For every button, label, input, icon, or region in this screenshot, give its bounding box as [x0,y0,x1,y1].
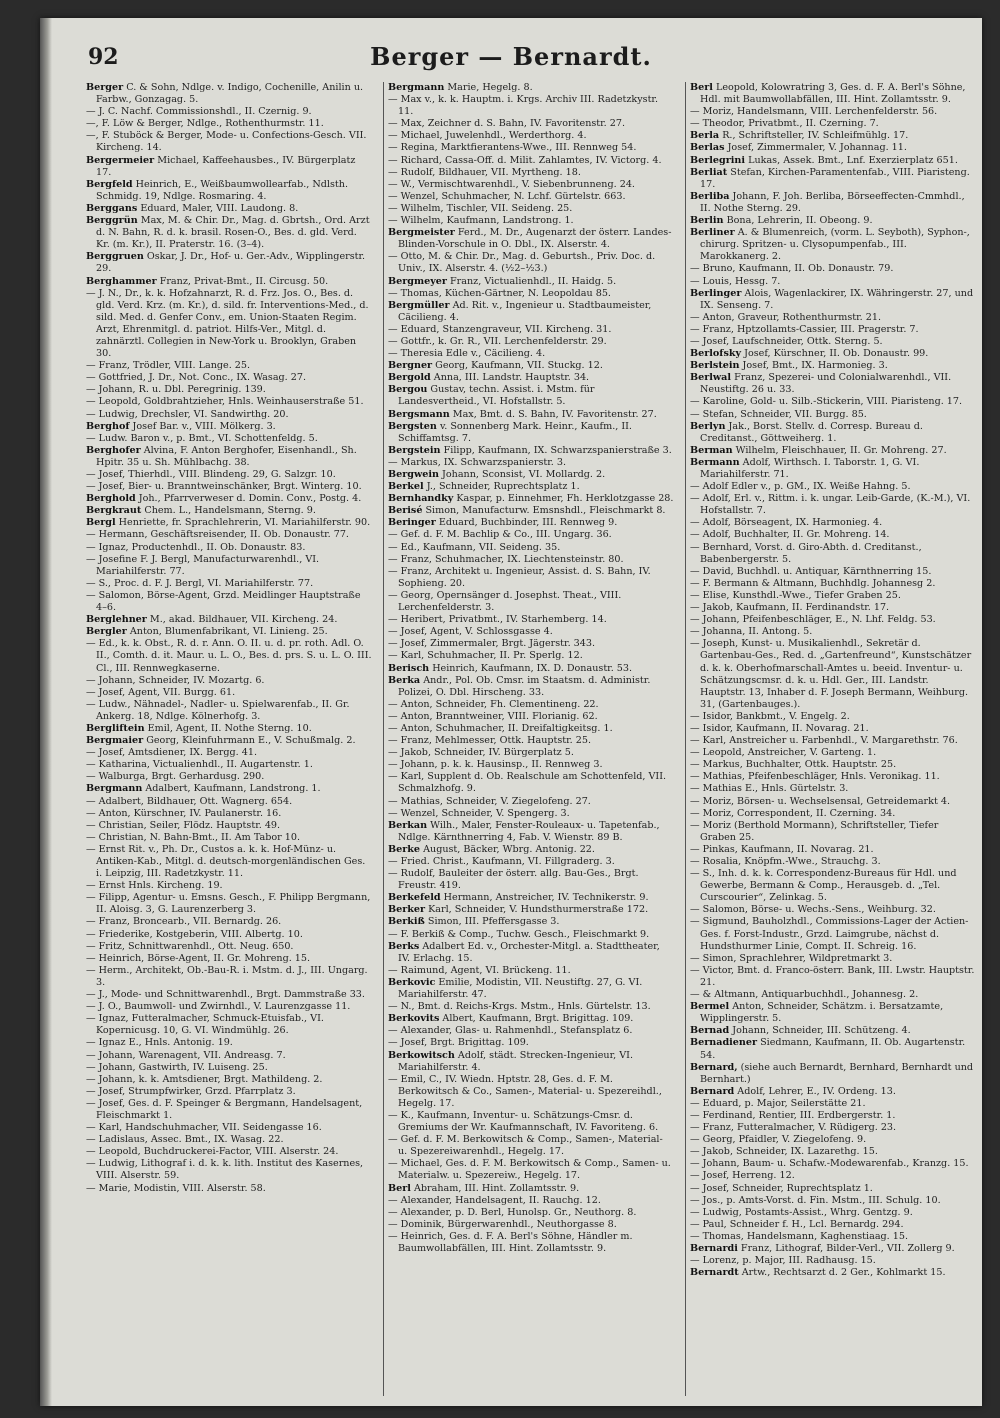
entry-surname: Berggrün [86,215,138,227]
entry-surname: Berkiß [388,916,425,928]
directory-entry: Berlinger Alois, Wagenlackirer, IX. Währingerstr. 27, und IX. Senseng. 7. [690,287,974,311]
directory-columns [86,82,975,1396]
directory-entry: Bergsten v. Sonnenberg Mark. Heinr., Kaufm., II. Schiffamtsg. 7. [388,420,632,444]
directory-entry: Berlas Josef, Zimmermaler, V. Johannag. 11. [690,142,907,154]
directory-entry: Berlin Bona, Lehrerin, II. Obeong. 9. [690,215,873,227]
directory-entry: — N., Bmt. d. Reichs-Krgs. Mstm., Hnls. Gürtelstr. 13. [388,1001,651,1013]
directory-entry: Bergliftein Emil, Agent, II. Nothe Sterng. 10. [86,722,312,734]
directory-entry: — Jakob, Kaufmann, II. Ferdinandstr. 17. [690,602,890,614]
directory-entry: Bergmeyer Franz, Victualienhdl., II. Haidg. 5. [388,275,617,287]
directory-entry: Berghof Josef Bar. v., VIII. Mölkerg. 3. [86,420,276,432]
directory-entry: — Franz, Trödler, VIII. Lange. 25. [86,360,251,372]
directory-entry: — Anton, Branntweiner, VIII. Florianig. 62. [388,710,598,722]
directory-entry: — Moriz, Börsen- u. Wechselsensal, Getreidemarkt 4. [690,795,951,807]
directory-entry: — Filipp, Agentur- u. Emsns. Gesch., F. Philipp Bergmann, II. Aloisg. 3, G. Laurenzerberg 3. [86,892,371,916]
directory-entry: Berggans Eduard, Maler, VIII. Laudong. 8. [86,202,299,214]
directory-entry: — Alexander, Handelsagent, II. Rauchg. 12. [388,1194,601,1206]
entry-surname: Berker [388,904,426,916]
directory-entry: Berkovits Albert, Kaufmann, Brgt. Brigittag. 109. [388,1013,634,1025]
directory-entry: — Moriz, Correspondent, II. Czerning. 34. [690,807,896,819]
directory-entry: — F. Bermann & Altmann, Buchhdlg. Johannesg 2. [690,577,936,589]
directory-entry: — Josef, Brgt. Brigittag. 109. [388,1037,529,1049]
directory-entry: — Friederike, Kostgeberin, VIII. Albertg. 10. [86,928,303,940]
entry-surname: Bernard, [690,1061,738,1073]
entry-surname: Berlstein [690,360,740,372]
directory-column-2 [388,82,674,1396]
directory-entry: — Karoline, Gold- u. Silb.-Stickerin, VIII. Piaristeng. 17. [690,396,963,408]
directory-entry: — Wilhelm, Kaufmann, Landstrong. 1. [388,215,574,227]
directory-entry: — Dominik, Bürgerwarenhdl., Neuthorgasse 8. [388,1218,617,1230]
directory-entry: — Josef, Thierhdl., VIII. Blindeng. 29, G. Salzgr. 10. [86,469,336,480]
directory-entry: Berman Wilhelm, Fleischhauer, II. Gr. Mohreng. 27. [690,444,947,456]
directory-entry: — Karl, Anstreicher u. Farbenhdl., V. Margarethstr. 76. [690,735,958,747]
entry-surname: Berlofsky [690,348,742,360]
directory-entry: — Jakob, Schneider, IX. Lazarethg. 15. [690,1146,878,1158]
directory-entry: — Thomas, Handelsmann, Kaghenstiaag. 15. [690,1230,909,1242]
directory-entry: Bergmann Marie, Hegelg. 8. [388,82,533,93]
column-divider [383,82,384,1396]
entry-surname: Berkan [388,819,428,831]
directory-entry: — Ludwig, Drechsler, VI. Sandwirthg. 20. [86,408,289,420]
directory-entry: — Johann, R. u. Dbl. Peregrinig. 139. [86,384,266,396]
directory-entry: Bermel Anton, Schneider, Schätzm. i. Bersatzamte, Wipplingerstr. 5. [690,1001,944,1025]
entry-surname: Bergfeld [86,178,133,190]
entry-surname: Bergou [388,384,428,396]
directory-entry: — Fried. Christ., Kaufmann, VI. Fillgraderg. 3. [388,856,615,867]
directory-entry: — Otto, M. & Chir. Dr., Mag. d. Geburtsh., Priv. Doc. d. Univ., IX. Alserstr. 4. (½2–½3.) [388,251,656,275]
entry-surname: Bergmann [388,82,445,93]
entry-surname: Bergliftein [86,722,145,734]
directory-entry: — Salomon, Börse-Agent, Grzd. Meidlinger Hauptstraße 4–6. [86,589,361,614]
entry-surname: Berla [690,130,720,142]
directory-entry: — Elise, Kunsthdl.-Wwe., Tiefer Graben 25. [690,589,901,601]
entry-surname: Bergner [388,360,433,372]
directory-entry: Bergsmann Max, Bmt. d. S. Bahn, IV. Favoritenstr. 27. [388,408,657,420]
directory-entry: — Gottfr., k. Gr. R., VII. Lerchenfelderstr. 29. [388,335,607,347]
directory-entry: Bernardt Artw., Rechtsarzt d. 2 Ger., Kohlmarkt 15. [690,1267,946,1279]
entry-surname: Beringer [388,517,436,529]
directory-entry: — Jakob, Schneider, IV. Bürgerplatz 5. [388,747,574,759]
directory-entry: — Josef, Schneider, Ruprechtsplatz 1. [690,1182,873,1194]
directory-entry: — Karl, Schuhmacher, II. Pr. Sperlg. 12. [388,650,583,662]
directory-entry: — Isidor, Kaufmann, II. Novarag. 21. [690,722,869,734]
directory-entry: — Wilhelm, Tischler, VII. Seideng. 25. [388,202,573,214]
directory-entry: — Adolf, Erl. v., Rittm. i. k. ungar. Leib-Garde, (K.-M.), VI. Hofstallstr. 7. [690,493,971,517]
entry-surname: Berghammer [86,275,157,287]
directory-entry: — Mathias E., Hnls. Gürtelstr. 3. [690,783,849,795]
directory-entry: — & Altmann, Antiquarbuchhdl., Johannesg. 2. [690,989,919,1001]
directory-entry: — Moriz (Berthold Mormann), Schriftsteller, Tiefer Graben 25. [690,819,939,843]
directory-entry: — Adolf Edler v., p. GM., IX. Weiße Hahng. 5. [690,481,911,493]
directory-entry: Berker Karl, Schneider, V. Hundsthurmerstraße 172. [388,904,649,916]
directory-entry: — Michael, Ges. d. F. M. Berkowitsch & Comp., Samen- u. Materialw. u. Spezereiw., Hegelg. 17. [388,1158,671,1182]
directory-entry: — Leopold, Goldbrahtzieher, Hnls. Weinhauserstraße 51. [86,396,364,408]
directory-entry: — Gottfried, J. Dr., Not. Conc., IX. Wasag. 27. [86,372,307,384]
directory-entry: Berglehner M., akad. Bildhauer, VII. Kircheng. 24. [86,614,338,626]
directory-entry: — S., Inh. d. k. k. Correspondenz-Bureaus für Hdl. und Gewerbe, Bermann & Comp., Herausgeb. d. „Tel. Curscourier“, Zelinkag. 5. [690,868,957,904]
directory-entry: — Josefine F. J. Bergl, Manufacturwarenhdl., VI. Mariahilferstr. 77. [86,553,320,577]
directory-entry: — Josef, Strumpfwirker, Grzd. Pfarrplatz 3. [86,1085,296,1097]
entry-surname: Bergmeyer [388,275,447,287]
directory-entry: Berliat Stefan, Kirchen-Paramentenfab., VIII. Piaristeng. 17. [690,166,970,190]
entry-surname: Berlas [690,142,725,154]
directory-entry: — Georg, Opernsänger d. Josephst. Theat., VIII. Lerchenfelderstr. 3. [388,589,622,614]
directory-entry: — Ladislaus, Assec. Bmt., IX. Wasag. 22. [86,1134,284,1146]
directory-entry: Berlstein Josef, Bmt., IX. Harmonieg. 3. [690,360,888,372]
entry-surname: Bergmeister [388,227,455,239]
directory-entry: — Moriz, Handelsmann, VIII. Lerchenfelderstr. 56. [690,106,938,118]
entry-surname: Bermel [690,1001,730,1013]
directory-entry: Bernadiener Siedmann, Kaufmann, II. Ob. Augartenstr. 54. [690,1037,966,1061]
entry-surname: Bergmüller [388,299,450,311]
entry-surname: Berliner [690,227,735,239]
directory-entry: Berl Abraham, III. Hint. Zollamtsstr. 9. [388,1182,580,1194]
directory-entry: — Adolf, Börseagent, IX. Harmonieg. 4. [690,517,883,529]
directory-entry: — Heinrich, Börse-Agent, II. Gr. Mohreng. 15. [86,952,311,964]
entry-surname: Bergmaier [86,735,144,747]
directory-entry: Berghofer Alvina, F. Anton Berghofer, Eisenhandl., Sh. Hpitr. 35 u. Sh. Mühlbachg. 38. [86,444,357,468]
directory-entry: Berisé Simon, Manufacturw. Emsnshdl., Fleischmarkt 8. [388,505,666,517]
directory-entry: Berggrün Max, M. & Chir. Dr., Mag. d. Gbrtsh., Ord. Arzt d. N. Bahn, R. d. k. brasil. Rosen-O., Bes. d. gld. Verd. Kr. (m. Kr.), II. Praterstr. 16. (3–4). [86,215,370,251]
entry-surname: Bergkraut [86,505,142,517]
entry-surname: Bermann [690,456,740,468]
directory-entry: —, F. Löw & Berger, Ndlge., Rothenthurmstr. 11. [86,118,324,130]
directory-entry: — Johann, k. k. Amtsdiener, Brgt. Mathildeng. 2. [86,1073,323,1085]
directory-entry: — Salomon, Börse- u. Wechs.-Sens., Weihburg. 32. [690,904,936,916]
directory-entry: — Johann, Schneider, IV. Mozartg. 6. [86,674,265,686]
directory-entry: —, F. Stuböck & Berger, Mode- u. Confections-Gesch. VII. Kircheng. 14. [86,130,367,154]
directory-entry: — Johann, Pfeifenbeschläger, E., N. Lhf. Feldg. 53. [690,614,936,626]
directory-entry: — J. N., Dr., k. k. Hofzahnarzt, R. d. Frz. Jos. O., Bes. d. gld. Verd. Krz. (m. Kr.), d. sild. fr. Interventions-Med., d. sild. Med. d. Genfer Conv., em. Union-Staaten Regim. Arzt, Ehrenmitgl. d. patriot. Hilfs-Ver., Mitgl. d. zahnärztl. Collegien in New-York u. Brooklyn, Graben 30. [86,287,369,360]
page-header-title: Berger — Bernardt. [370,42,652,71]
directory-entry: — F. Berkiß & Comp., Tuchw. Gesch., Fleischmarkt 9. [388,928,650,940]
directory-entry: — Mathias, Pfeifenbeschläger, Hnls. Veronikag. 11. [690,771,940,783]
directory-entry: — Victor, Bmt. d. Franco-österr. Bank, III. Lwstr. Hauptstr. 21. [690,964,975,988]
directory-entry: — Karl, Handschuhmacher, VII. Seidengasse 16. [86,1122,322,1134]
entry-surname: Berman [690,444,733,456]
directory-entry: — Thomas, Küchen-Gärtner, N. Leopoldau 85. [388,287,611,299]
directory-entry: Berghold Joh., Pfarrverweser d. Domin. Conv., Postg. 4. [86,493,362,505]
directory-entry: — Ludw., Nähnadel-, Nadler- u. Spielwarenfab., II. Gr. Ankerg. 18, Ndlge. Kölnerhofg. 3. [86,698,350,722]
directory-entry: Berkowitsch Adolf, städt. Strecken-Ingenieur, VI. Mariahilferstr. 4. [388,1049,634,1073]
directory-entry: — Katharina, Victualienhdl., II. Augartenstr. 1. [86,759,313,771]
directory-entry: — Josef, Ges. d. F. Speinger & Bergmann, Handelsagent, Fleischmarkt 1. [86,1097,363,1121]
directory-entry: Berkan Wilh., Maler, Fenster-Rouleaux- u. Tapetenfab., Ndlge. Kärnthnerring 4, Fab. V. Wienstr. 89 B. [388,819,660,843]
entry-surname: Berlegrini [690,154,746,166]
directory-entry: — Stefan, Schneider, VII. Burgg. 85. [690,408,867,420]
entry-surname: Bergermeier [86,154,155,166]
directory-entry: — Theodor, Privatbmt., II. Czerning. 7. [690,118,879,130]
directory-entry: — Franz, Schuhmacher, IX. Liechtensteinstr. 80. [388,553,624,565]
column-divider [685,82,686,1396]
entry-surname: Bergler [86,626,127,638]
entry-surname: Bergsten [388,420,437,432]
directory-entry: — David, Buchhdl. u. Antiquar, Kärnthnerring 15. [690,565,932,577]
directory-entry: Bergmeister Ferd., M. Dr., Augenarzt der österr. Landes-Blinden-Vorschule in O. Dbl., IX. Alserstr. 4. [388,227,672,251]
directory-entry: — Joseph, Kunst- u. Musikalienhdl., Sekretär d. Gartenbau-Ges., Red. d. „Gartenfreund“, Kunstschätzer d. k. k. Oberhofmarschall-Amtes u. beeid. Inventur- u. Schätzungscmsr. d. k. u. Hdl. Ger., III. Landstr. Hauptstr. 13, Inhaber d. F. Joseph Bermann, Weihburg. 31, (Gartenbauges.). [690,638,972,710]
directory-entry: — Leopold, Buchdruckerei-Factor, VIII. Alserstr. 24. [86,1146,339,1158]
directory-entry: Berlwal Franz, Spezerei- und Colonialwarenhdl., VII. Neustiftg. 26 u. 33. [690,372,952,396]
entry-surname: Bergold [388,372,431,384]
directory-entry: — Lorenz, p. Major, III. Radhausg. 15. [690,1255,876,1267]
entry-surname: Bernadiener [690,1037,758,1049]
directory-entry: — Anton, Kürschner, IV. Paulanerstr. 16. [86,807,282,819]
directory-entry: — Ludwig, Lithograf i. d. k. k. lith. Institut des Kasernes, VIII. Alserstr. 59. [86,1158,364,1182]
directory-entry: — Josef, Bier- u. Branntweinschänker, Brgt. Winterg. 10. [86,481,362,493]
directory-entry: — Franz, Broncearb., VII. Bernardg. 26. [86,916,282,928]
directory-entry: — Eduard, Stanzengraveur, VII. Kircheng. 31. [388,323,612,335]
entry-surname: Berlinger [690,287,742,299]
directory-entry: — Regina, Marktfierantens-Wwe., III. Rennweg 54. [388,142,637,154]
directory-entry: — Bruno, Kaufmann, II. Ob. Donaustr. 79. [690,263,894,275]
entry-surname: Berger [86,82,124,93]
directory-entry: Berkefeld Hermann, Anstreicher, IV. Technikerstr. 9. [388,892,649,904]
directory-entry: — Franz, Architekt u. Ingenieur, Assist. d. S. Bahn, IV. Sophieng. 20. [388,565,651,589]
directory-entry: Bernhandky Kaspar, p. Einnehmer, Fh. Herklotzgasse 28. [388,493,674,505]
entry-surname: Bergl [86,517,116,529]
directory-entry: — Heribert, Privatbmt., IV. Starhemberg. 14. [388,614,607,626]
directory-entry: — K., Kaufmann, Inventur- u. Schätzungs-Cmsr. d. Gremiums der Wr. Kaufmannschaft, IV. Favoriteng. 6. [388,1109,659,1134]
directory-entry: — Josef, Laufschneider, Ottk. Sterng. 5. [690,335,883,347]
directory-entry: — Gef. d. F. M. Berkowitsch & Comp., Samen-, Material- u. Spezereiwarenhdl., Hegelg. 17. [388,1134,663,1158]
directory-entry: — J. C. Nachf. Commissionshdl., II. Czernig. 9. [86,106,312,118]
directory-entry: — Alexander, p. D. Berl, Hunolsp. Gr., Neuthorg. 8. [388,1206,637,1218]
directory-entry: Bergermeier Michael, Kaffeehausbes., IV. Bürgerplatz 17. [86,154,356,178]
directory-entry: — Georg, Pfaidler, V. Ziegelofeng. 9. [690,1134,867,1146]
directory-entry: — Herm., Architekt, Ob.-Bau-R. i. Mstm. d. J., III. Ungarg. 3. [86,964,368,988]
directory-entry: — Anton, Schneider, Fh. Clementineng. 22. [388,698,599,710]
directory-entry: Berl Leopold, Kolowratring 3, Ges. d. F. A. Berl's Söhne, Hdl. mit Baumwollabfällen, III. Hint. Zollamtsstr. 9. [690,82,966,106]
directory-entry: — Johann, p. k. k. Hausinsp., II. Rennweg 3. [388,759,603,771]
entry-surname: Berisé [388,505,423,517]
directory-entry: Berkiß Simon, III. Pfeffersgasse 3. [388,916,560,928]
entry-surname: Bernard [690,1085,735,1097]
directory-entry: Bergl Henriette, fr. Sprachlehrerin, VI. Mariahilferstr. 90. [86,517,371,529]
directory-entry: — Max v., k. k. Hauptm. i. Krgs. Archiv III. Radetzkystr. 11. [388,94,659,118]
directory-entry: Berliner A. & Blumenreich, (vorm. L. Seyboth), Syphon-, chirurg. Spritzen- u. Clysopumpenfab., III. Marokkanerg. 2. [690,227,970,263]
entry-surname: Berkowitsch [388,1049,455,1061]
directory-entry: — Ernst Hnls. Kircheng. 19. [86,880,223,892]
directory-entry: Berggruen Oskar, J. Dr., Hof- u. Ger.-Adv., Wipplingerstr. 29. [86,251,366,275]
page-number: 92 [88,44,119,70]
directory-entry: — Christian, Seiler, Flödz. Hauptstr. 49. [86,819,281,831]
directory-entry: — Rudolf, Bildhauer, VII. Myrtheng. 18. [388,166,581,178]
directory-entry: — Rosalia, Knöpfm.-Wwe., Strauchg. 3. [690,856,881,867]
directory-entry: Berlofsky Josef, Kürschner, II. Ob. Donaustr. 99. [690,348,929,360]
directory-entry: — Marie, Modistin, VIII. Alserstr. 58. [86,1182,266,1194]
entry-surname: Berghofer [86,444,141,456]
directory-entry: — Heinrich, Ges. d. F. A. Berl's Söhne, Händler m. Baumwollabfällen, III. Hint. Zollamtsstr. 9. [388,1230,633,1254]
directory-entry: Bergfeld Heinrich, E., Weißbaumwollearfab., Ndlsth. Schmidg. 19, Ndlge. Rosmaring. 4. [86,178,349,202]
entry-surname: Berggruen [86,251,144,263]
directory-entry: — Rudolf, Bauleiter der österr. allg. Bau-Ges., Brgt. Freustr. 419. [388,868,639,892]
directory-entry: — Karl, Supplent d. Ob. Realschule am Schottenfeld, VII. Schmalzhofg. 9. [388,771,667,795]
directory-entry: Bermann Adolf, Wirthsch. I. Taborstr. 1, G. VI. Mariahilferstr. 71. [690,456,920,480]
entry-surname: Bernad [690,1025,730,1037]
directory-entry: — Anton, Schuhmacher, II. Dreifaltigkeitsg. 1. [388,722,613,734]
directory-entry: Bergmann Adalbert, Kaufmann, Landstrong. 1. [86,783,321,795]
directory-entry: — Walburga, Brgt. Gerhardusg. 290. [86,771,265,783]
entry-surname: Berkovic [388,976,436,988]
directory-entry: Berlegrini Lukas, Assek. Bmt., Lnf. Exerzierplatz 651. [690,154,958,166]
directory-entry: — Gef. d. F. M. Bachlip & Co., III. Ungarg. 36. [388,529,612,541]
entry-surname: Berl [690,82,713,93]
directory-entry: Berliba Johann, F. Joh. Berliba, Börseeffecten-Cmmhdl., II. Nothe Sterng. 29. [690,190,965,214]
directory-entry: — Franz, Mehlmesser, Ottk. Hauptstr. 25. [388,735,592,747]
directory-entry: — Isidor, Bankbmt., V. Engelg. 2. [690,710,850,722]
directory-entry: Bernard, (siehe auch Bernardt, Bernhard, Bernhardt und Bernhart.) [690,1061,974,1085]
entry-surname: Bergmann [86,783,143,795]
directory-entry: — J., Mode- und Schnittwarenhdl., Brgt. Dammstraße 33. [86,989,365,1001]
directory-entry: Berkovic Emilie, Modistin, VII. Neustiftg. 27, G. VI. Mariahilferstr. 47. [388,976,643,1001]
entry-surname: Bernhandky [388,493,454,505]
directory-entry: Bergwein Johann, Sconsist, VI. Mollardg. 2. [388,469,606,480]
directory-entry: — Markus, Buchhalter, Ottk. Hauptstr. 25. [690,759,897,771]
directory-entry: — Pinkas, Kaufmann, II. Novarag. 21. [690,843,874,855]
directory-entry: — Josef, Agent, VII. Burgg. 61. [86,686,236,698]
directory-entry: — Bernhard, Vorst. d. Giro-Abth. d. Creditanst., Babenbergerstr. 5. [690,541,922,565]
directory-entry: — Josef, Amtsdiener, IX. Bergg. 41. [86,747,258,759]
entry-surname: Berliba [690,190,730,202]
directory-entry: — Mathias, Schneider, V. Ziegelofeng. 27. [388,795,591,807]
directory-entry: Berisch Heinrich, Kaufmann, IX. D. Donaustr. 53. [388,662,633,674]
directory-entry: Berger C. & Sohn, Ndlge. v. Indigo, Cochenille, Anilin u. Farbw., Gonzagag. 5. [86,82,364,106]
directory-entry: Berka Andr., Pol. Ob. Cmsr. im Staatsm. d. Administr. Polizei, O. Dbl. Hirscheng. 33. [388,674,651,698]
directory-entry: — Ignaz, Productenhdl., II. Ob. Donaustr. 83. [86,541,306,553]
directory-entry: Berla R., Schriftsteller, IV. Schleifmühlg. 17. [690,130,909,142]
directory-entry: — W., Vermischtwarenhdl., V. Siebenbrunneng. 24. [388,178,635,190]
directory-entry: — Alexander, Glas- u. Rahmenhdl., Stefansplatz 6. [388,1025,633,1037]
directory-entry: — J. O., Baumwoll- und Zwirnhdl., V. Laurenzgasse 11. [86,1001,351,1013]
entry-surname: Berlin [690,215,724,227]
directory-entry: Bergner Georg, Kaufmann, VII. Stuckg. 12. [388,360,603,372]
directory-entry: — Wenzel, Schneider, V. Spengerg. 3. [388,807,570,819]
directory-entry: — Simon, Sprachlehrer, Wildpretmarkt 3. [690,952,893,964]
entry-surname: Berliat [690,166,728,178]
directory-entry: — Wenzel, Schuhmacher, N. Lchf. Gürtelstr. 663. [388,190,626,202]
directory-entry: — Josef, Agent, V. Schlossgasse 4. [388,626,553,638]
directory-entry: — Ludwig, Postamts-Assist., Whrg. Gentzg. 9. [690,1206,913,1218]
entry-surname: Berisch [388,662,430,674]
directory-entry: — Anton, Graveur, Rothenthurmstr. 21. [690,311,881,323]
entry-surname: Berlyn [690,420,726,432]
directory-column-3 [690,82,976,1396]
directory-entry: — Markus, IX. Schwarzspanierstr. 3. [388,456,567,468]
entry-surname: Berke [388,843,421,855]
directory-entry: — Ignaz E., Hnls. Antonig. 19. [86,1037,233,1049]
directory-entry: Bergold Anna, III. Landstr. Hauptstr. 34. [388,372,590,384]
entry-surname: Berl [388,1182,411,1194]
directory-entry: Bergou Gustav, techn. Assist. i. Mstm. für Landesvertheid., VI. Hofstallstr. 5. [388,384,595,408]
directory-entry: Bergstein Filipp, Kaufmann, IX. Schwarzspanierstraße 3. [388,444,672,456]
directory-entry: — Franz, Hptzollamts-Cassier, III. Pragerstr. 7. [690,323,919,335]
directory-entry: — Hermann, Geschäftsreisender, II. Ob. Donaustr. 77. [86,529,349,541]
entry-surname: Berka [388,674,421,686]
directory-entry: — Adalbert, Bildhauer, Ott. Wagnerg. 654. [86,795,293,807]
directory-entry: — Johann, Baum- u. Schafw.-Modewarenfab., Kranzg. 15. [690,1158,969,1170]
directory-entry: — Ernst Rit. v., Ph. Dr., Custos a. k. k. Hof-Münz- u. Antiken-Kab., Mitgl. d. deutsch-morgenländischen Ges. i. Leipzig, III. Radetzkystr. 11. [86,843,366,880]
directory-entry: Bergmaier Georg, Kleinfuhrmann E., V. Schußmalg. 2. [86,735,356,747]
directory-entry: — S., Proc. d. F. J. Bergl, VI. Mariahilferstr. 77. [86,577,314,589]
directory-entry: Bergmüller Ad. Rit. v., Ingenieur u. Stadtbaumeister, Cäcilieng. 4. [388,299,652,323]
directory-entry: Bernard Adolf, Lehrer, E., IV. Ordeng. 13. [690,1085,896,1097]
entry-surname: Berkovits [388,1013,440,1025]
directory-entry: — Michael, Juwelenhdl., Werderthorg. 4. [388,130,587,142]
directory-entry: — Ludw. Baron v., p. Bmt., VI. Schottenfeldg. 5. [86,432,318,444]
directory-entry: — Paul, Schneider f. H., Lcl. Bernardg. 294. [690,1218,904,1230]
entry-surname: Bergsmann [388,408,450,420]
entry-surname: Berggans [86,202,138,214]
directory-entry: — Josef, Herreng. 12. [690,1170,795,1182]
entry-surname: Berkel [388,481,424,493]
directory-entry: — Theresia Edle v., Cäcilieng. 4. [388,348,546,360]
entry-surname: Bernardi [690,1243,738,1254]
directory-entry: — Ferdinand, Rentier, III. Erdbergerstr. 1. [690,1109,896,1121]
entry-surname: Berglehner [86,614,147,626]
directory-entry: Berkel J., Schneider, Ruprechtsplatz 1. [388,481,580,493]
entry-surname: Berghof [86,420,130,432]
entry-surname: Berlwal [690,372,732,384]
directory-entry: — Christian, N. Bahn-Bmt., II. Am Tabor 10. [86,831,300,843]
directory-entry: — Josef, Zimmermaler, Brgt. Jägerstr. 343. [388,638,596,650]
directory-entry: — Max, Zeichner d. S. Bahn, IV. Favoritenstr. 27. [388,118,626,130]
book-spine-shadow [40,18,52,1406]
directory-entry: Berghammer Franz, Privat-Bmt., II. Circusg. 50. [86,275,329,287]
directory-entry: Bernad Johann, Schneider, III. Schützeng. 4. [690,1025,911,1037]
entry-surname: Berks [388,940,420,952]
directory-entry: — Jos., p. Amts-Vorst. d. Fin. Mstm., III. Schulg. 10. [690,1194,941,1206]
directory-entry: — Raimund, Agent, VI. Brückeng. 11. [388,964,571,976]
directory-entry: — Ed., k. k. Obst., R. d. r. Ann. O. II. u. d. pr. roth. Adl. O. II., Comth. d. it. Maur. u. L. O., Bes. d. prs. S. u. L. O. III. Cl., III. Rennwegkaserne. [86,638,372,674]
directory-entry: Bergkraut Chem. L., Handelsmann, Sterng. 9. [86,505,316,517]
directory-entry: Bergler Anton, Blumenfabrikant, VI. Linieng. 25. [86,626,328,638]
directory-entry: — Fritz, Schnittwarenhdl., Ott. Neug. 650. [86,940,294,952]
directory-entry: — Johann, Gastwirth, IV. Luiseng. 25. [86,1061,268,1073]
directory-entry: — Adolf, Buchhalter, II. Gr. Mohreng. 14. [690,529,890,541]
entry-surname: Bergstein [388,444,441,456]
directory-entry: — Richard, Cassa-Off. d. Milit. Zahlamtes, IV. Victorg. 4. [388,154,662,166]
directory-column-1 [86,82,372,1396]
directory-entry: Beringer Eduard, Buchbinder, III. Rennweg 9. [388,517,618,529]
entry-surname: Bernardt [690,1267,739,1279]
entry-surname: Bergwein [388,469,439,480]
directory-page [40,18,982,1406]
directory-entry: Berke August, Bäcker, Wbrg. Antonig. 22. [388,843,595,855]
directory-entry: Bernardi Franz, Lithograf, Bilder-Verl., VII. Zollerg 9. [690,1243,955,1254]
directory-entry: — Johann, Warenagent, VII. Andreasg. 7. [86,1049,286,1061]
directory-entry: — Leopold, Anstreicher, V. Garteng. 1. [690,747,877,759]
directory-entry: — Ignaz, Futteralmacher, Schmuck-Etuisfab., VI. Kopernicusg. 10, G. VI. Windmühlg. 26. [86,1013,324,1037]
directory-entry: — Sigmund, Bauholzhdl., Commissions-Lager der Actien-Ges. f. Forst-Industr., Grzd. Laimgrube, nächst d. Hundsthurmer Linie, Compt. II. Schreig. 16. [690,916,969,952]
directory-entry: — Franz, Futteralmacher, V. Rüdigerg. 23. [690,1122,897,1134]
entry-surname: Berghold [86,493,136,505]
directory-entry: — Johanna, II. Antong. 5. [690,626,813,638]
directory-entry: Berks Adalbert Ed. v., Orchester-Mitgl. a. Stadttheater, IV. Erlachg. 15. [388,940,660,964]
directory-entry: — Eduard, p. Major, Seilerstätte 21. [690,1097,866,1109]
directory-entry: — Emil, C., IV. Wiedn. Hptstr. 28, Ges. d. F. M. Berkowitsch & Co., Samen-, Material- u. Spezereihdl., Hegelg. 17. [388,1073,662,1109]
directory-entry: — Ed., Kaufmann, VII. Seideng. 35. [388,541,561,553]
entry-surname: Berkefeld [388,892,441,904]
directory-entry: — Louis, Hessg. 7. [690,275,781,287]
directory-entry: Berlyn Jak., Borst. Stellv. d. Corresp. Bureau d. Creditanst., Göttweiherg. 1. [690,420,923,444]
